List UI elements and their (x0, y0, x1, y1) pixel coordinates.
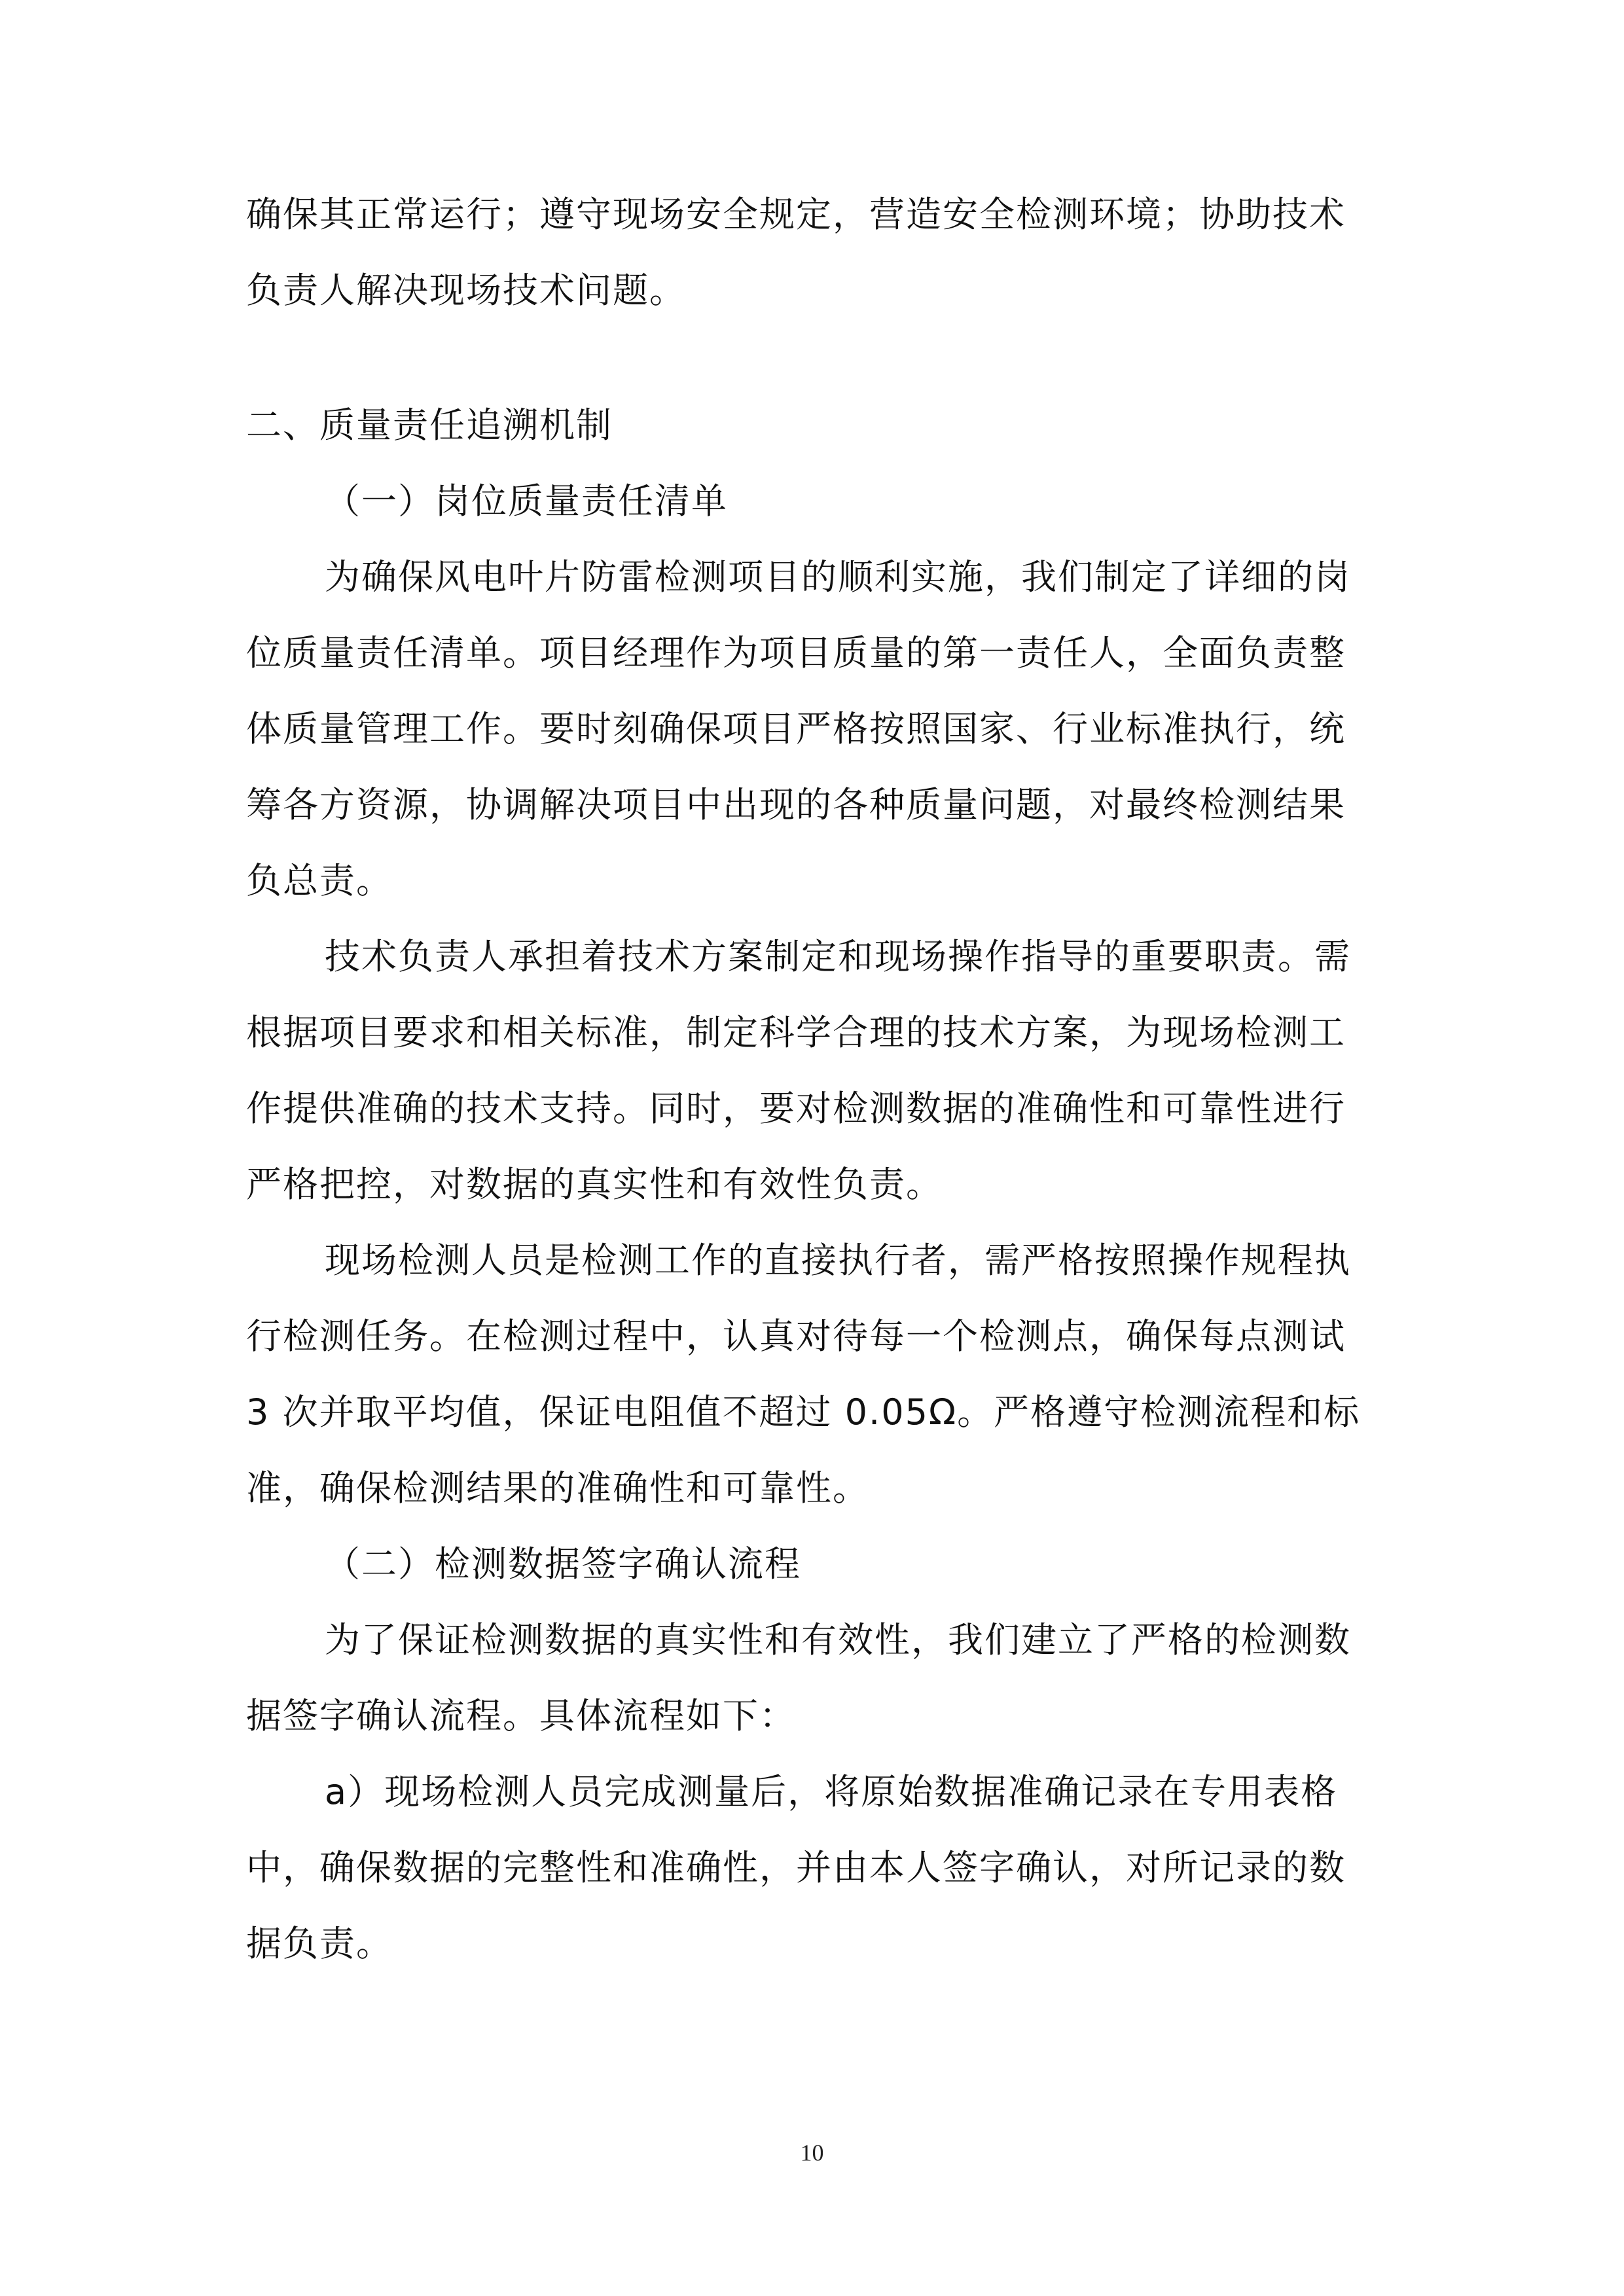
text-line: 3 次并取平均值，保证电阻值不超过 0.05Ω。严格遵守检测流程和标 (246, 1391, 1361, 1433)
text-line: 严格把控，对数据的真实性和有效性负责。 (246, 1164, 943, 1205)
text-line: 确保其正常运行；遵守现场安全规定，营造安全检测环境；协助技术 (246, 194, 1346, 235)
text-line: 据签字确认流程。具体流程如下： (246, 1695, 796, 1736)
text-line: 现场检测人员是检测工作的直接执行者，需严格按照操作规程执 (325, 1240, 1351, 1281)
paragraph-signoff-intro (246, 1602, 1385, 1754)
text-line: 负总责。 (246, 860, 393, 901)
text-line: 准，确保检测结果的准确性和可靠性。 (246, 1467, 869, 1509)
text-line: 体质量管理工作。要时刻确保项目严格按照国家、行业标准执行，统 (246, 708, 1346, 749)
text-line: 筹各方资源，协调解决项目中出现的各种质量问题，对最终检测结果 (246, 784, 1346, 825)
text-line: 负责人解决现场技术问题。 (246, 270, 686, 311)
text-line: 据负责。 (246, 1923, 393, 1964)
subsection-heading-1: （一）岗位质量责任清单 (325, 480, 728, 522)
paragraph-step-a (246, 1754, 1385, 1982)
text-line: 为确保风电叶片防雷检测项目的顺利实施，我们制定了详细的岗 (325, 556, 1351, 598)
paragraph-continued (246, 177, 1385, 329)
page-number: 10 (800, 2140, 824, 2166)
text-line: 作提供准确的技术支持。同时，要对检测数据的准确性和可靠性进行 (246, 1088, 1346, 1129)
text-line: 根据项目要求和相关标准，制定科学合理的技术方案，为现场检测工 (246, 1012, 1346, 1053)
section-heading: 二、质量责任追溯机制 (246, 404, 613, 446)
text-line: 行检测任务。在检测过程中，认真对待每一个检测点，确保每点测试 (246, 1316, 1346, 1357)
paragraph-field-staff (246, 1223, 1385, 1526)
text-line: 为了保证检测数据的真实性和有效性，我们建立了严格的检测数 (325, 1619, 1351, 1660)
text-line: 中，确保数据的完整性和准确性，并由本人签字确认，对所记录的数 (246, 1847, 1346, 1888)
text-line: 位质量责任清单。项目经理作为项目质量的第一责任人，全面负责整 (246, 632, 1346, 673)
body-text (246, 177, 1385, 1982)
subsection-heading-2: （二）检测数据签字确认流程 (325, 1543, 801, 1585)
paragraph-technical-lead (246, 919, 1385, 1223)
paragraph-project-manager (246, 539, 1385, 919)
text-line: 技术负责人承担着技术方案制定和现场操作指导的重要职责。需 (325, 936, 1351, 977)
text-line: a）现场检测人员完成测量后，将原始数据准确记录在专用表格 (325, 1771, 1338, 1812)
